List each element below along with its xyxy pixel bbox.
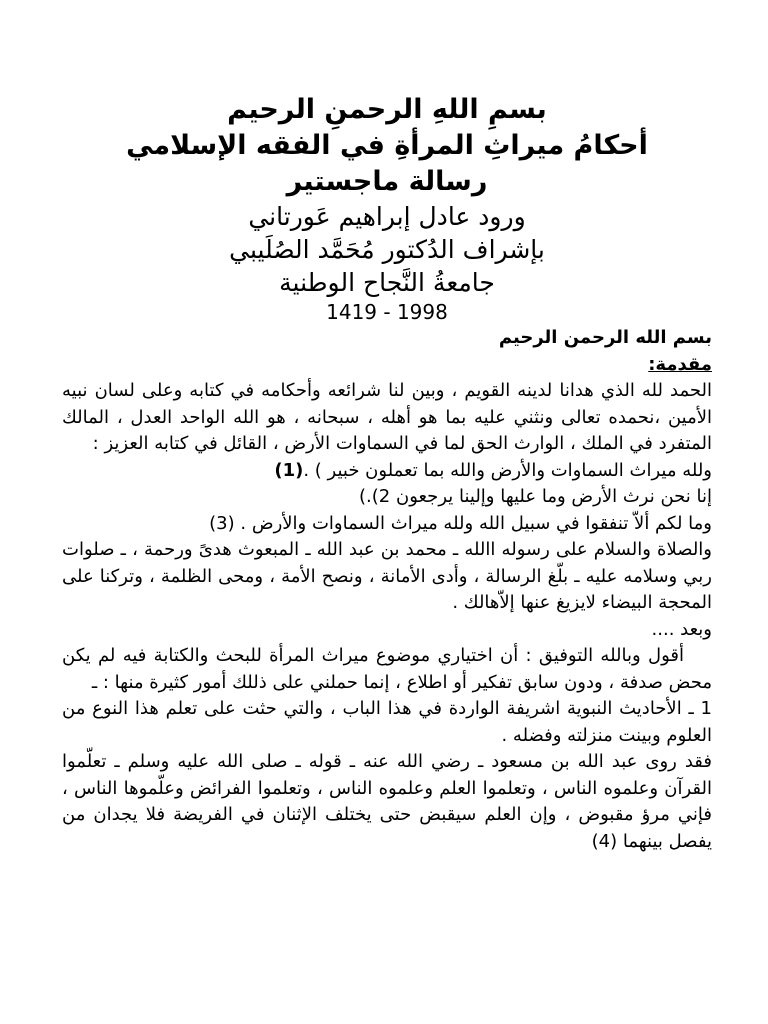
degree-label: رسالة ماجستير [286, 166, 488, 197]
footnote-ref-2: 2).) [359, 486, 391, 507]
verse-3-text: وما لكم ألاّ تنفقوا في سبيل الله ولله ميراث السماوات والأرض . [240, 512, 712, 534]
verse-2 [62, 484, 712, 511]
intro-heading: مقدمة: [648, 353, 712, 375]
supervisor-line: بإشراف الدُكتور مُحَمَّد الصُلَيبي [229, 235, 545, 264]
paragraph-praise: الحمد لله الذي هدانا لدينه القويم ، وبين لنا شرائعه وأحكامه في كتابه وعلى لسان نبيه الأمين ،نحمده تعالى ونثني عليه بما هو أهله ، سبحانه ، هو الله الواحد العدل ، المالك المتفرد في الملك ، الوارث الحق لما في السماوات الأرض ، القائل في كتابه العزيز : [62, 380, 712, 454]
verse-2-text: إنا نحن نرث الأرض وما عليها وإلينا يرجعون [395, 486, 712, 507]
year-line [62, 299, 712, 325]
university-name: جامعةُ النَّجاح الوطنية [279, 268, 495, 297]
year-text: 1419 - 1998 [326, 300, 448, 324]
paragraph-reason-1: 1 ـ الأحاديث النبوية اشريفة الواردة في هذا الباب ، والتي حثت على تعلم هذا النوع من العلوم وبينت منزلته وفضله . [62, 698, 712, 746]
paragraph-hadith [62, 749, 712, 855]
thesis-title: أحكامُ ميراثِ المرأةِ في الفقه الإسلامي [126, 130, 648, 161]
paragraph-salutation: والصلاة والسلام على رسوله االله ـ محمد بن عبد الله ـ المبعوث هدىً ورحمة ، ـ صلوات ربي وسلامه عليه ـ بلّغ الرسالة ، وأدى الأمانة ، ونصح الأمة ، ومحى الظلمة ، وتركنا على المحجة البيضاء لايزيغ عنها إلاّهالك . [62, 539, 712, 613]
title-block [62, 92, 712, 325]
footnote-ref-3: (3) [209, 512, 235, 534]
transition-line: وبعد .... [651, 618, 712, 640]
verse-1-text: ولله ميراث السماوات والأرض والله بما تعملون خبير ) . [303, 459, 712, 481]
footnote-ref-1: (1) [274, 459, 304, 481]
footnote-ref-4: (4) [591, 830, 618, 852]
basmala-heading: بسمِ اللهِ الرحمنِ الرحيم [227, 94, 547, 125]
hadith-text: فقد روى عبد الله بن مسعود ـ رضي الله عنه ـ قوله ـ صلى الله عليه وسلم ـ تعلّموا القرآن وعلموه الناس ، وتعلموا العلم وعلموه الناس ، وتعلموا الفرائض وعلّموها الناس ، فإني مرؤ مقبوض ، وإن العلم سيقبض حتى يختلف الإثنان في الفريضة فلا يجدان من يفصل بينهما [62, 751, 712, 852]
verse-3 [62, 511, 712, 538]
body-basmala: بسم الله الرحمن الرحيم [498, 327, 712, 348]
author-name: ورود عادل إبراهيم عَورتاني [248, 202, 526, 231]
body-text [62, 325, 712, 855]
verse-1 [62, 458, 712, 485]
paragraph-choice: أقول وبالله التوفيق : أن اختياري موضوع ميراث المرأة للبحث والكتابة فيه لم يكن محض صدفة ، ودون سابق تفكير أو اطلاع ، إنما حملني على ذللك أمور كثيرة منها : ـ [62, 645, 712, 693]
